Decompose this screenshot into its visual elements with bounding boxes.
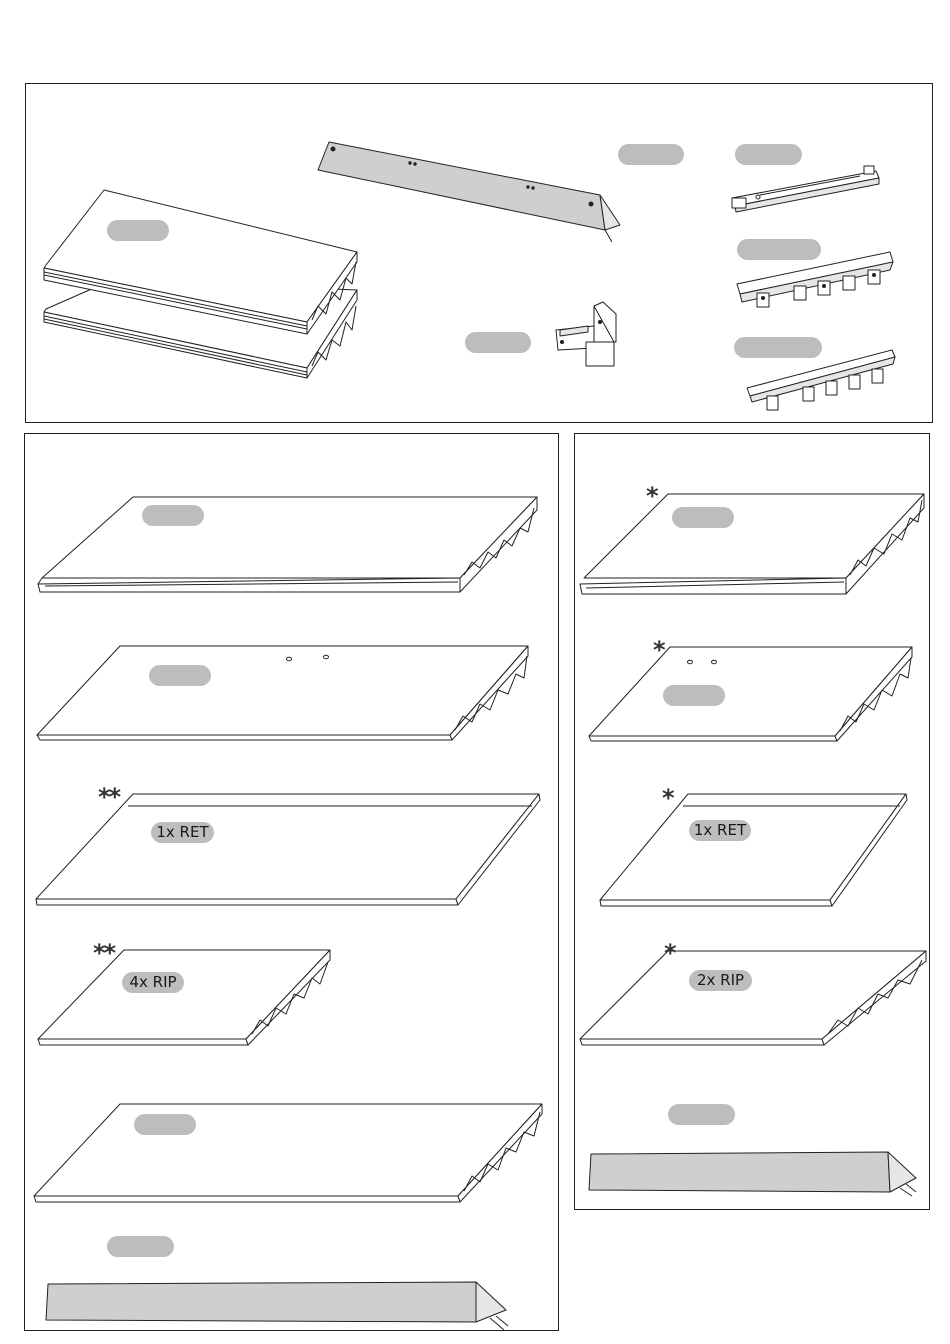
shelf-drawing-right-4 — [580, 951, 926, 1045]
part-label-placeholder — [134, 1114, 196, 1135]
rip-quantity-label-left: 4x RIP — [122, 972, 184, 993]
part-label-placeholder — [668, 1104, 735, 1125]
shelf-drawing-left-4 — [38, 950, 330, 1045]
asterisk-mark: * — [664, 939, 675, 967]
shelf-drawing-left-2 — [37, 646, 528, 740]
part-label-placeholder — [149, 665, 211, 686]
shelf-drawing-right-2 — [589, 647, 912, 741]
double-asterisk-mark: ** — [98, 783, 120, 811]
part-label-placeholder — [107, 1236, 174, 1257]
asterisk-mark: * — [653, 636, 664, 664]
shelf-drawing-right-3 — [600, 794, 907, 906]
part-label-placeholder — [142, 505, 204, 526]
rip-quantity-label-right: 2x RIP — [689, 970, 752, 991]
ret-quantity-label-left: 1x RET — [151, 822, 214, 843]
part-label-placeholder — [672, 507, 734, 528]
asterisk-mark: * — [662, 784, 673, 812]
double-asterisk-mark: ** — [93, 939, 115, 967]
part-label-placeholder — [663, 685, 725, 706]
profile-drawing-right — [589, 1152, 916, 1196]
shelf-drawing-left-1 — [38, 497, 537, 592]
asterisk-mark: * — [646, 482, 657, 510]
ret-quantity-label-right: 1x RET — [689, 820, 751, 841]
shelf-drawing-right-1 — [580, 494, 924, 594]
profile-drawing-left — [46, 1282, 508, 1330]
shelf-drawing-left-5 — [34, 1104, 542, 1202]
